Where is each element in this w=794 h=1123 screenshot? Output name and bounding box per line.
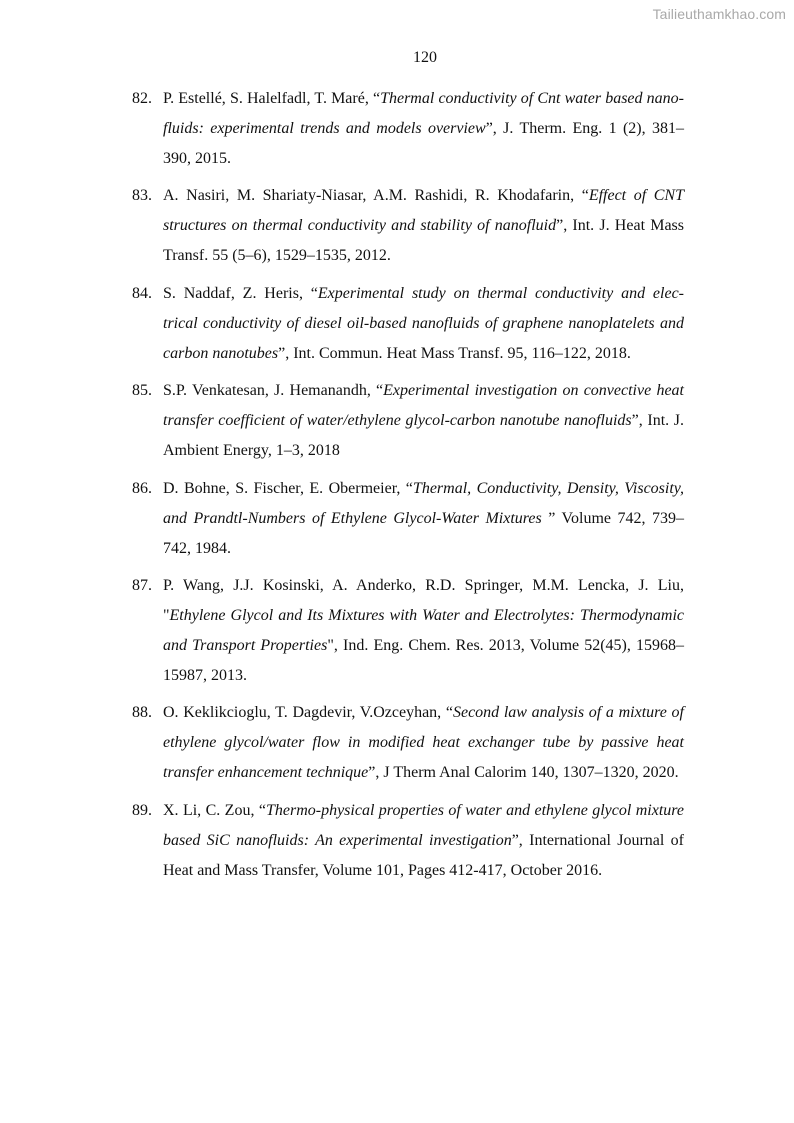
reference-source: ”, Int. J. Ambient Energy, 1–3, 2018: [163, 412, 684, 460]
reference-authors: A. Nasiri, M. Shariaty-Niasar, A.M. Rashidi, R. Khodafarin, “: [163, 187, 589, 205]
reference-source: ” Volume 742, 739–742, 1984.: [163, 509, 684, 557]
reference-source: ”, Int. J. Heat Mass Transf. 55 (5–6), 1529–1535, 2012.: [163, 217, 684, 265]
reference-authors: D. Bohne, S. Fischer, E. Obermeier, “: [163, 479, 413, 497]
reference-item: [132, 181, 684, 271]
reference-authors: P. Wang, J.J. Kosinski, A. Anderko, R.D. Springer, M.M. Lencka, J. Liu, ": [163, 576, 684, 624]
reference-source: ”, J. Therm. Eng. 1 (2), 381–390, 2015.: [163, 120, 684, 167]
reference-number: 88.: [132, 704, 152, 722]
reference-item: [132, 796, 684, 886]
reference-title: Effect of CNT structures on thermal conductivity and stability of nanofluid: [163, 187, 684, 235]
reference-item: [132, 474, 684, 564]
reference-source: ”, International Journal of Heat and Mass Transfer, Volume 101, Pages 412-417, October 2016.: [163, 831, 684, 879]
reference-list: [132, 84, 684, 893]
reference-title: Thermo-physical properties of water and ethylene glycol mixture based SiC nanofluids: An experimental investigation: [163, 801, 685, 849]
reference-item: [132, 698, 684, 788]
watermark: Tailieuthamkhao.com: [652, 6, 786, 22]
reference-item: [132, 571, 684, 691]
reference-number: 89.: [132, 801, 152, 819]
reference-title: Thermal, Conductivity, Density, Viscosity, and Prandtl-Numbers of Ethylene Glycol-Water Mixtures: [163, 479, 685, 527]
reference-number: 82.: [132, 90, 152, 107]
reference-authors: S. Naddaf, Z. Heris, “: [163, 284, 318, 302]
reference-number: 86.: [132, 479, 152, 497]
reference-title: Experimental study on thermal conductivity and elec- trical conductivity of diesel oil-based nanofluids of graphene nanoplatelets and carbon nanotubes: [163, 284, 684, 362]
reference-authors: X. Li, C. Zou, “: [163, 801, 266, 819]
reference-title: Second law analysis of a mixture of ethylene glycol/water flow in modified heat exchanger tube by passive heat transfer enhancement technique: [163, 704, 685, 782]
reference-item: [132, 279, 684, 369]
reference-number: 84.: [132, 284, 152, 302]
reference-title: Thermal conductivity of Cnt water based nano- fluids: experimental trends and models overview: [163, 90, 684, 137]
reference-number: 87.: [132, 576, 152, 594]
reference-source: ", Ind. Eng. Chem. Res. 2013, Volume 52(45), 15968–15987, 2013.: [163, 636, 685, 684]
reference-authors: P. Estellé, S. Halelfadl, T. Maré, “: [163, 90, 381, 107]
reference-number: 83.: [132, 187, 152, 205]
reference-authors: S.P. Venkatesan, J. Hemanandh, “: [163, 382, 384, 400]
page-number: 120: [413, 49, 437, 66]
reference-title: Experimental investigation on convective heat transfer coefficient of water/ethylene glycol-carbon nanotube nanofluids: [163, 382, 684, 430]
reference-number: 85.: [132, 382, 152, 400]
reference-source: ”, J Therm Anal Calorim 140, 1307–1320, 2020.: [368, 764, 679, 782]
reference-authors: O. Keklikcioglu, T. Dagdevir, V.Ozceyhan, “: [163, 704, 453, 722]
reference-item: [132, 84, 684, 174]
reference-title: Ethylene Glycol and Its Mixtures with Water and Electrolytes: Thermodynamic and Transport Properties: [163, 606, 684, 654]
reference-item: [132, 376, 684, 466]
reference-source: ”, Int. Commun. Heat Mass Transf. 95, 116–122, 2018.: [278, 344, 631, 362]
